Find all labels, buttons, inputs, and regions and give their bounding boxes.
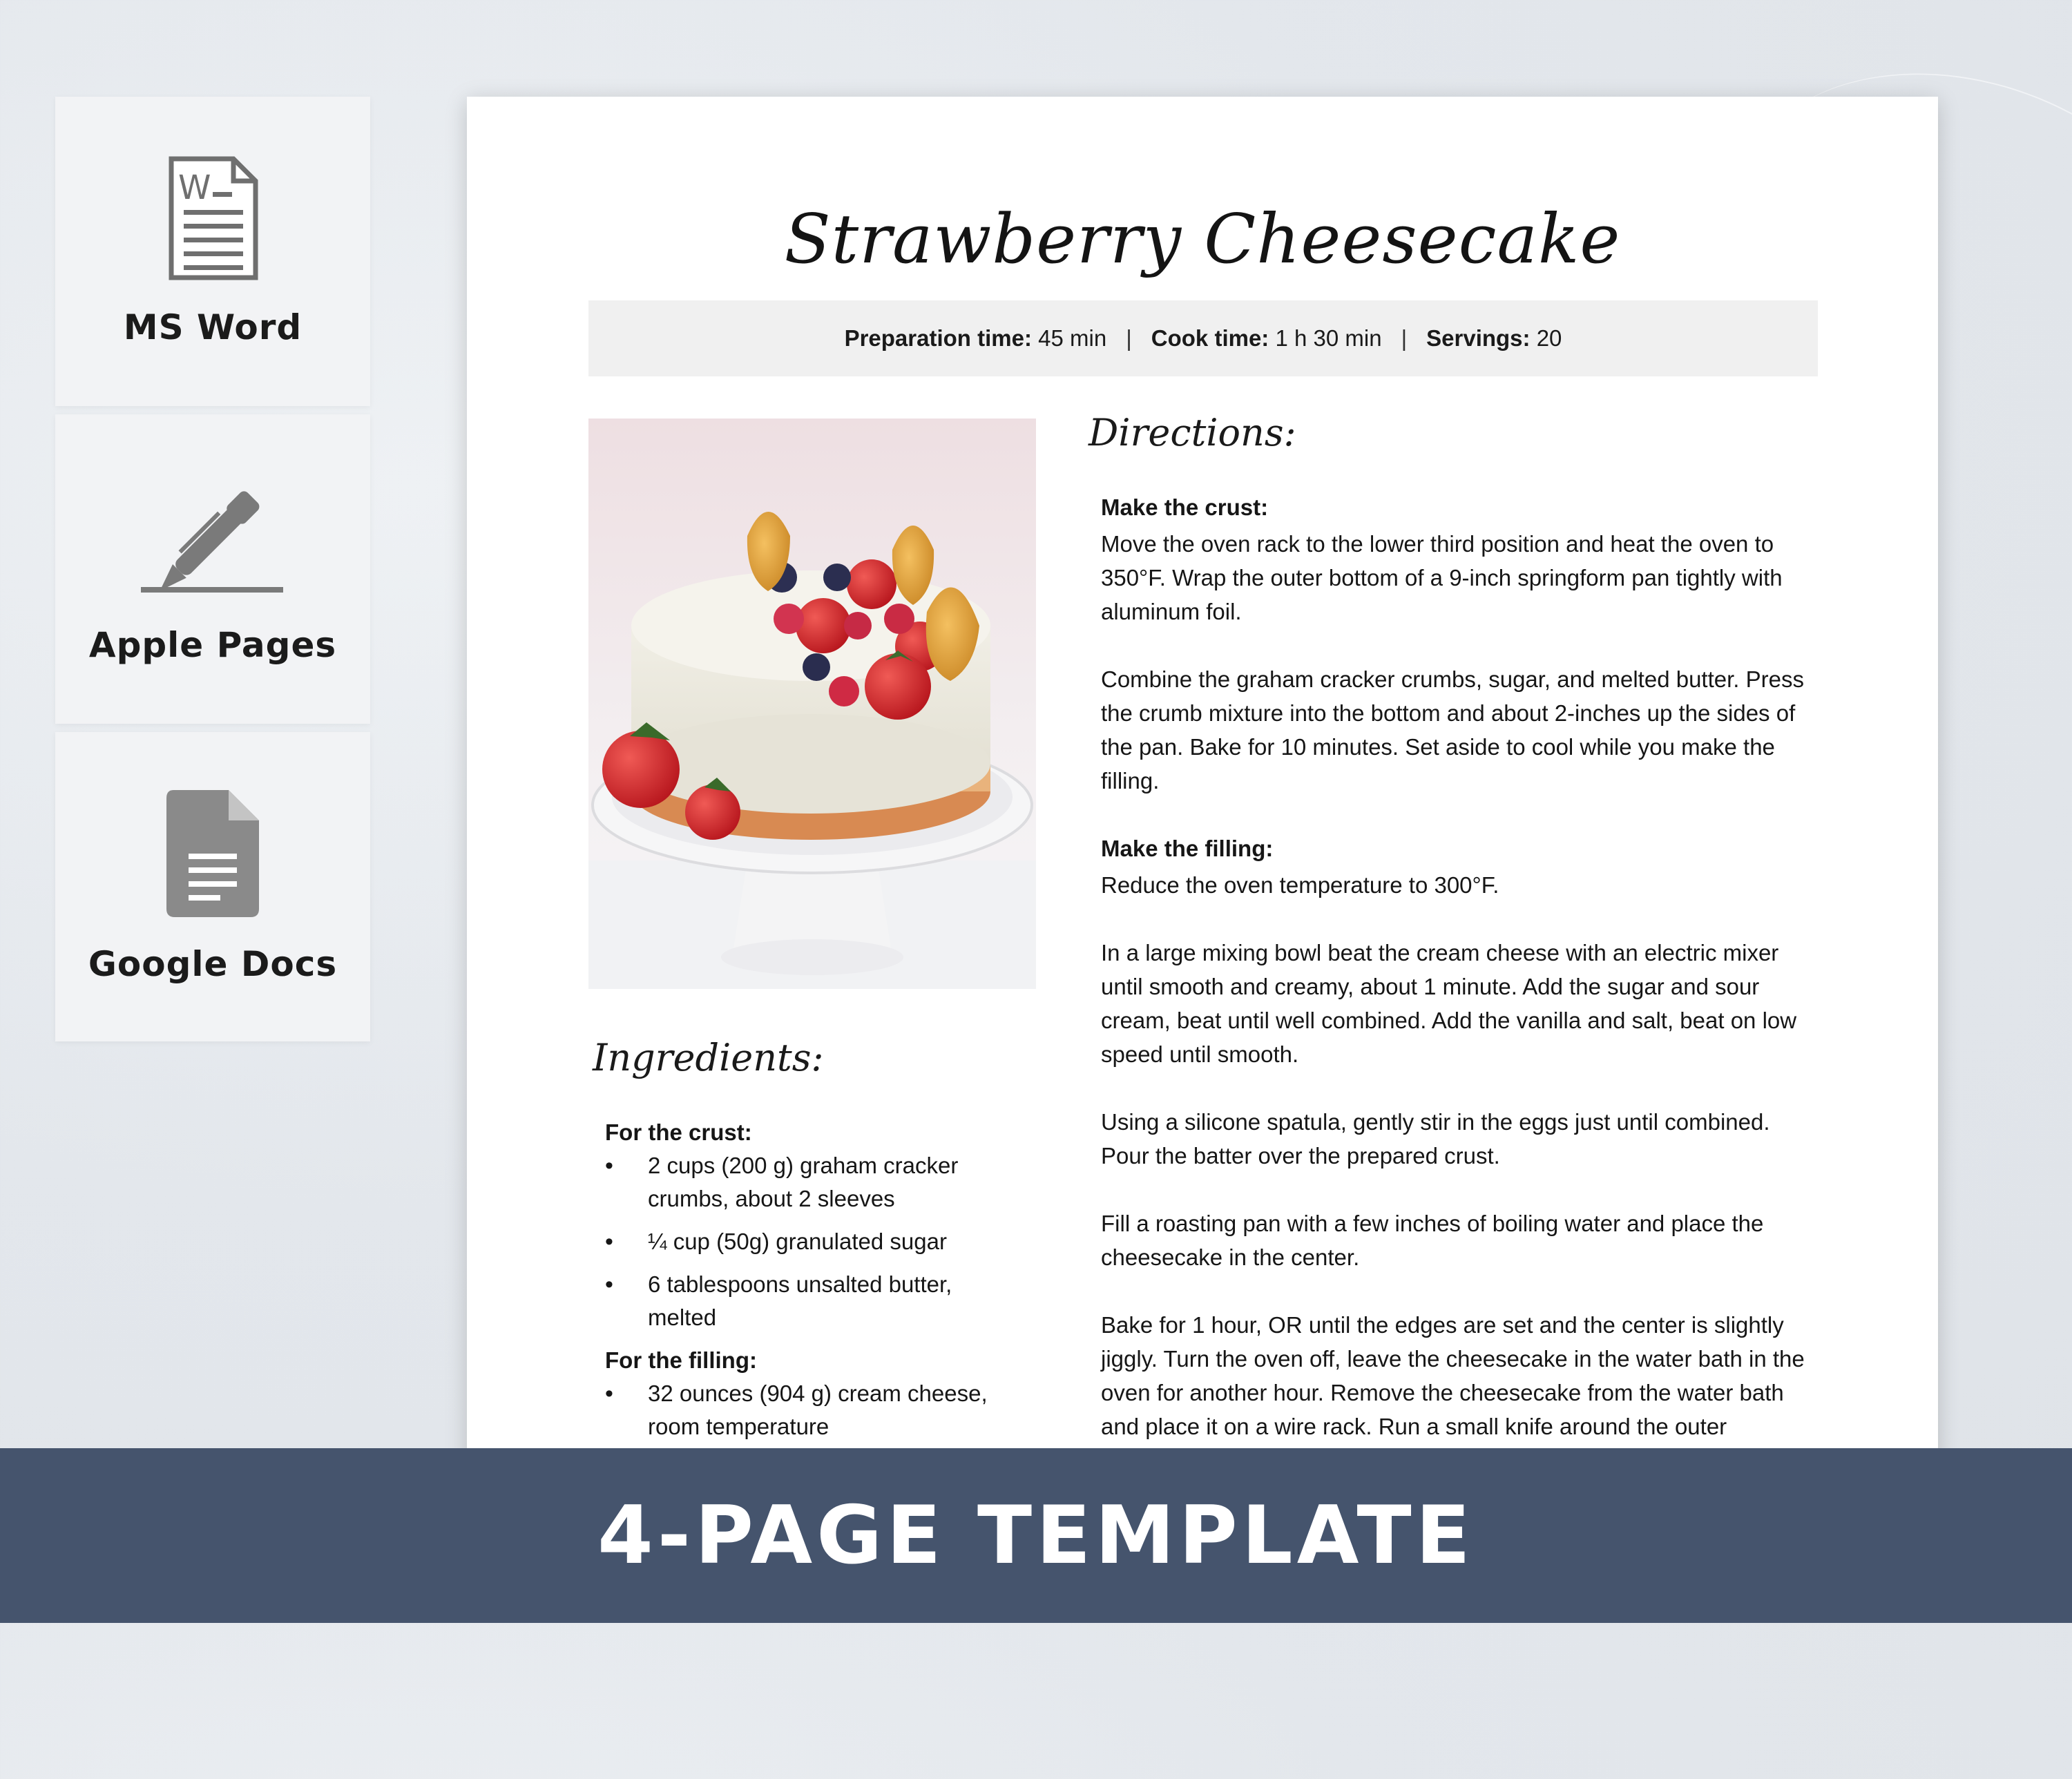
cook-time-value: 1 h 30 min (1275, 325, 1382, 351)
directions-text (1101, 490, 1819, 1477)
app-card-ms-word[interactable] (55, 97, 370, 406)
direction-step: In a large mixing bowl beat the cream cheese with an electric mixer until smooth and creamy, about 1 minute. Add the sugar and sour cream, beat until well combined. Add the vanilla and salt, beat on low speed until smooth. (1101, 940, 1797, 1067)
app-label: MS Word (123, 307, 303, 347)
banner-text: 4-PAGE TEMPLATE (597, 1489, 1475, 1582)
servings-label: Servings: (1426, 325, 1531, 351)
cheesecake-photo (588, 419, 1036, 989)
app-card-google-docs[interactable] (55, 732, 370, 1041)
meta-separator: | (1126, 325, 1132, 351)
direction-step: Reduce the oven temperature to 300°F. (1101, 872, 1499, 898)
direction-step: Combine the graham cracker crumbs, sugar, and melted butter. Press the crumb mixture into the bottom and about 2-inches up the sides of the pan. Bake for 10 minutes. Set aside to cool while you make the filling. (1101, 666, 1804, 794)
ingredient-item: • 32 ounces (904 g) cream cheese, room temperature (605, 1377, 1006, 1443)
app-label: Google Docs (88, 943, 338, 984)
recipe-title: Strawberry Cheesecake (784, 200, 1621, 279)
recipe-page (467, 97, 1938, 1547)
ingredient-item: • 6 tablespoons unsalted butter, melted (605, 1268, 1006, 1334)
direction-step: Move the oven rack to the lower third position and heat the oven to 350°F. Wrap the outer bottom of a 9-inch springform pan tightly with aluminum foil. (1101, 531, 1783, 624)
pen-icon (137, 474, 289, 602)
ingredient-item: • 2 cups (200 g) graham cracker crumbs, about 2 sleeves (605, 1149, 1006, 1215)
ingredient-item: • ¼ cup (50g) granulated sugar (605, 1225, 1006, 1258)
ingredients-list (605, 1116, 1006, 1453)
svg-text:W: W (178, 168, 211, 207)
ingredient-group-title: For the filling: (605, 1347, 757, 1373)
servings-value: 20 (1536, 325, 1562, 351)
directions-subhead: Make the filling: (1101, 836, 1274, 861)
direction-step: Fill a roasting pan with a few inches of boiling water and place the cheesecake in the center. (1101, 1211, 1764, 1270)
recipe-meta-bar (588, 300, 1818, 376)
directions-subhead: Make the crust: (1101, 494, 1269, 520)
ingredients-heading: Ingredients: (593, 1036, 824, 1079)
google-docs-icon (166, 790, 259, 921)
meta-separator: | (1401, 325, 1408, 351)
app-card-apple-pages[interactable] (55, 414, 370, 724)
direction-step: Bake for 1 hour, OR until the edges are set and the center is slightly jiggly. Turn the oven off, leave the cheesecake in the water bath in the oven for another hour. Remove the cheesecake from the water bath and place it on a wire rack. Run a small knife around the outer (1101, 1312, 1805, 1439)
template-banner (0, 1448, 2072, 1623)
ingredient-group-title: For the crust: (605, 1119, 752, 1145)
directions-heading: Directions: (1088, 411, 1296, 454)
prep-time-value: 45 min (1038, 325, 1107, 351)
app-label: Apple Pages (88, 624, 337, 665)
cook-time-label: Cook time: (1151, 325, 1269, 351)
direction-step: Using a silicone spatula, gently stir in the eggs just until combined. Pour the batter over the prepared crust. (1101, 1109, 1770, 1169)
prep-time-label: Preparation time: (844, 325, 1032, 351)
word-document-icon (167, 156, 258, 284)
